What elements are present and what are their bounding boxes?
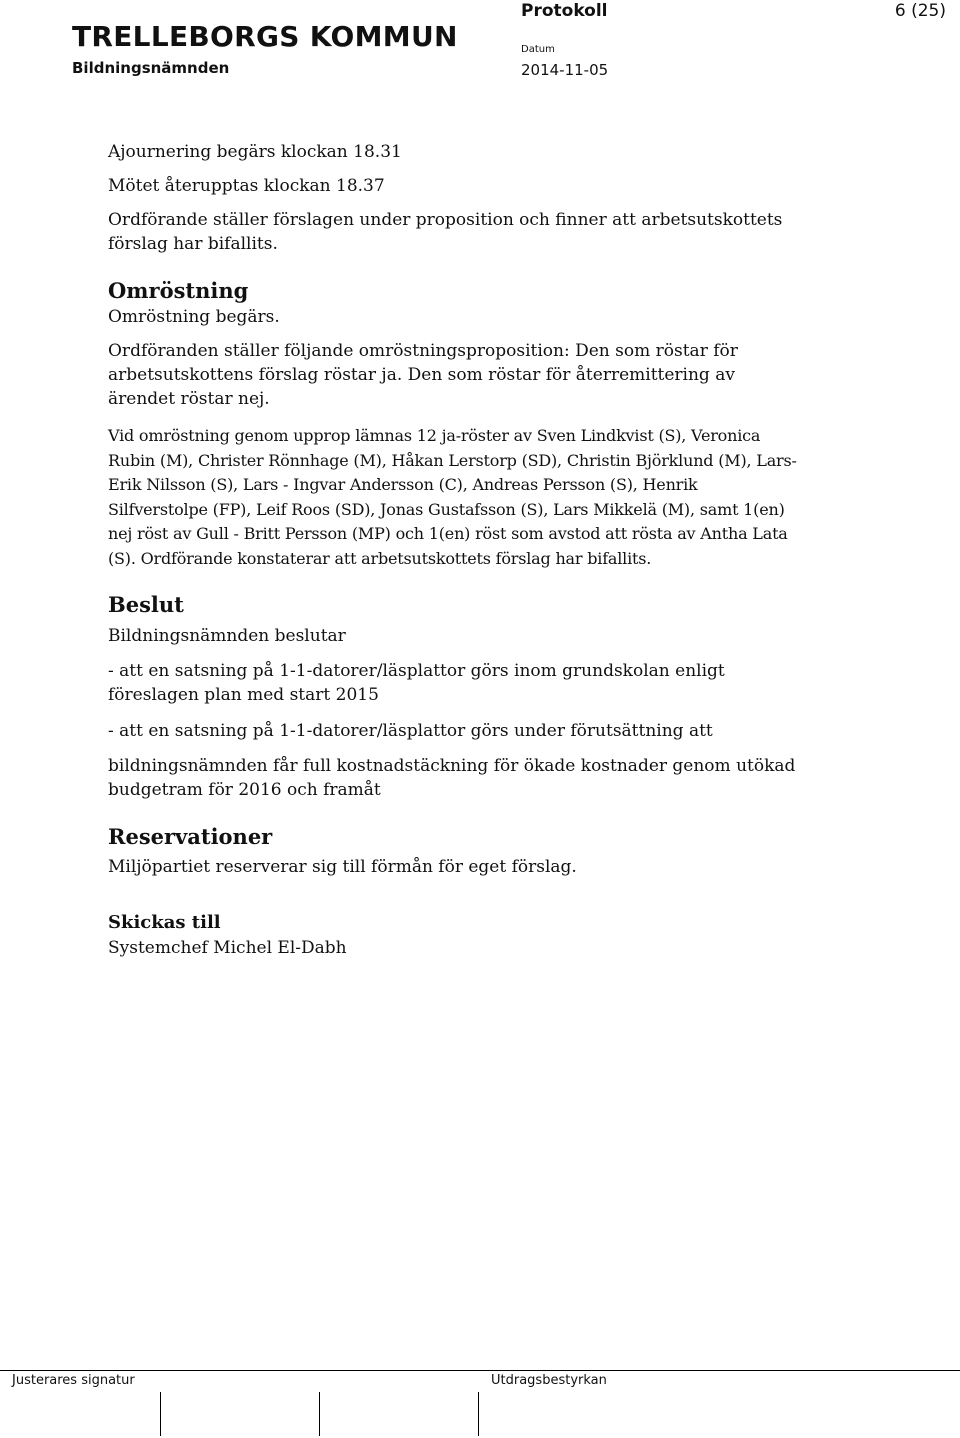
decision-item-1: - att en satsning på 1-1-datorer/läsplattor görs inom grundskolan enligt föreslagen plan med start 2015 (108, 660, 725, 705)
voting-proposition: Ordföranden ställer följande omröstningsproposition: Den som röstar för arbetsutskottens förslag röstar ja. Den som röstar för återremittering av ärendet röstar nej. (108, 341, 738, 409)
resumption-line: Mötet återupptas klockan 18.37 (108, 176, 385, 196)
certification-label: Utdragsbestyrkan (491, 1373, 607, 1388)
organization-name: TRELLEBORGS KOMMUN (72, 20, 458, 53)
date-label: Datum (521, 44, 555, 55)
reservations-heading: Reservationer (108, 823, 273, 849)
voting-requested: Omröstning begärs. (108, 307, 280, 327)
decision-item-2-continued: bildningsnämnden får full kostnadstäckning för ökade kostnader genom utökad budgetram för 2016 och framåt (108, 755, 796, 800)
proposition-paragraph: Ordförande ställer förslagen under proposition och finner att arbetsutskottets förslag har bifallits. (108, 210, 783, 254)
voting-result: Vid omröstning genom upprop lämnas 12 ja-röster av Sven Lindkvist (S), Veronica Rubin (M), Christer Rönnhage (M), Håkan Lerstorp (SD), Christin Björklund (M), Lars-Erik Nilsson (S), Lars - Ingvar Andersson (C), Andreas Persson (S), Henrik Silfverstolpe (FP), Leif Roos (SD), Jonas Gustafsson (S), Lars Mikkelä (M), samt 1(en) nej röst av Gull - Britt Persson (MP) och 1(en) röst som avstod att rösta av Antha Lata (S). Ordförande konstaterar att arbetsutskottets förslag har bifallits. (108, 426, 797, 568)
sent-to-text: Systemchef Michel El-Dabh (108, 937, 347, 958)
decision-heading: Beslut (108, 591, 184, 617)
signatures-label: Justerares signatur (12, 1373, 135, 1388)
department-name: Bildningsnämnden (72, 59, 230, 77)
page-number: 6 (25) (894, 1, 946, 21)
adjournment-line: Ajournering begärs klockan 18.31 (108, 142, 402, 162)
reservations-text: Miljöpartiet reserverar sig till förmån för eget förslag. (108, 856, 577, 877)
signature-box-divider (478, 1392, 479, 1436)
decision-item-2: - att en satsning på 1-1-datorer/läsplattor görs under förutsättning att (108, 720, 713, 741)
signature-box-divider (160, 1392, 161, 1436)
voting-heading: Omröstning (108, 278, 249, 303)
decision-intro: Bildningsnämnden beslutar (108, 625, 346, 646)
document-type: Protokoll (521, 1, 608, 21)
signature-box-divider (319, 1392, 320, 1436)
meeting-date: 2014-11-05 (521, 61, 609, 79)
sent-to-heading: Skickas till (108, 911, 221, 933)
document-body (108, 140, 808, 960)
footer-divider (0, 1370, 960, 1371)
